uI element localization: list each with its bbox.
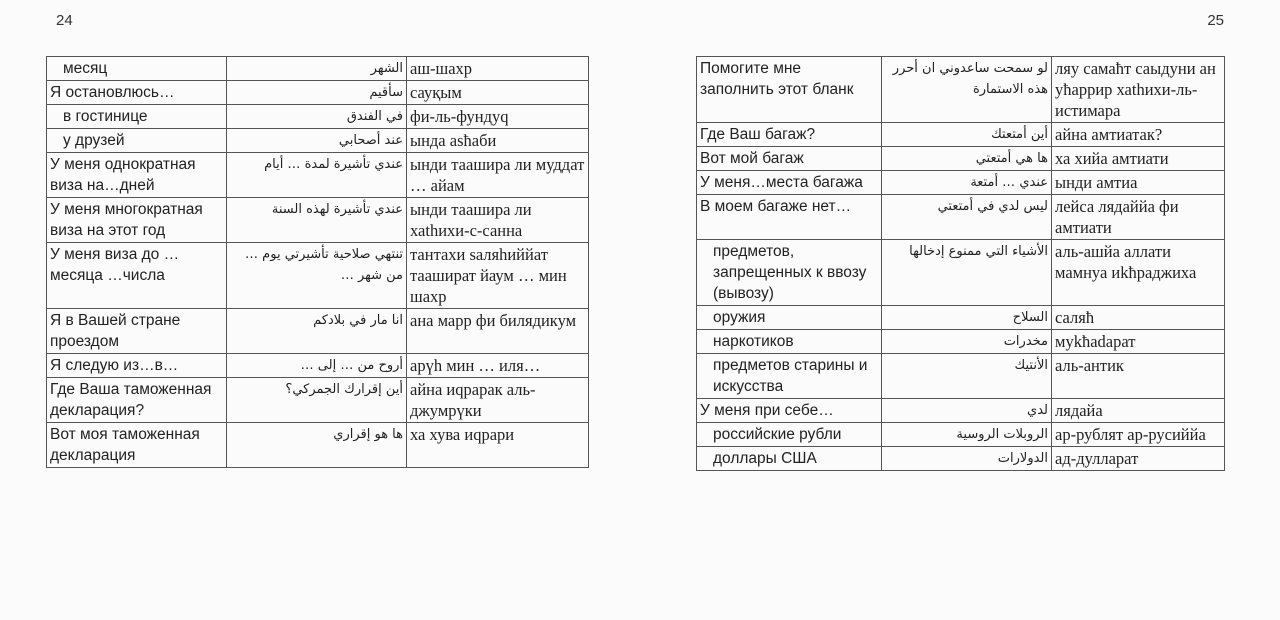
arabic-phrase: السلاح <box>882 306 1052 330</box>
russian-phrase: у друзей <box>47 129 227 153</box>
transliteration: айна иqрарак аль-джумрүки <box>407 378 589 423</box>
table-row <box>697 240 1225 306</box>
page-number: 24 <box>56 12 73 29</box>
russian-phrase: Помогите мне заполнить этот бланк <box>697 57 882 123</box>
page-number: 25 <box>1207 12 1224 29</box>
transliteration: саляħ <box>1052 306 1225 330</box>
arabic-phrase: عندي تأشيرة لهذه السنة <box>227 198 407 243</box>
transliteration: айна амтиатак? <box>1052 123 1225 147</box>
table-row <box>47 129 589 153</box>
table-row <box>697 147 1225 171</box>
table-row <box>697 306 1225 330</box>
arabic-phrase: عندي … أمتعة <box>882 171 1052 195</box>
table-row <box>47 153 589 198</box>
phrase-table <box>696 56 1225 471</box>
table-row <box>47 378 589 423</box>
russian-phrase: предметов, запрещенных к ввозу (вывозу) <box>697 240 882 306</box>
table-row <box>47 309 589 354</box>
arabic-phrase: أين إقرارك الجمركي؟ <box>227 378 407 423</box>
arabic-phrase: ها هي أمتعتي <box>882 147 1052 171</box>
russian-phrase: Я остановлюсь… <box>47 81 227 105</box>
transliteration: ынди таашира ли хаthихи-с-санна <box>407 198 589 243</box>
table-row <box>47 198 589 243</box>
table-row <box>697 354 1225 399</box>
arabic-phrase: عندي تأشيرة لمدة … أيام <box>227 153 407 198</box>
arabic-phrase: الأنتيك <box>882 354 1052 399</box>
russian-phrase: В моем багаже нет… <box>697 195 882 240</box>
transliteration: ха хийа амтиати <box>1052 147 1225 171</box>
transliteration: ынди амтиа <box>1052 171 1225 195</box>
transliteration: сауқым <box>407 81 589 105</box>
transliteration: лядайа <box>1052 399 1225 423</box>
transliteration: ад-дулларат <box>1052 447 1225 471</box>
transliteration: мykħadapат <box>1052 330 1225 354</box>
russian-phrase: российские рубли <box>697 423 882 447</box>
arabic-phrase: عند أصحابي <box>227 129 407 153</box>
russian-phrase: Я следую из…в… <box>47 354 227 378</box>
transliteration: ынди таашира ли муддат … айам <box>407 153 589 198</box>
table-row <box>697 123 1225 147</box>
arabic-phrase: الأشياء التي ممنوع إدخالها <box>882 240 1052 306</box>
russian-phrase: У меня многократная виза на этот год <box>47 198 227 243</box>
arabic-phrase: لدي <box>882 399 1052 423</box>
transliteration: ана марр фи билядикум <box>407 309 589 354</box>
russian-phrase: предметов старины и искусства <box>697 354 882 399</box>
right-page <box>640 0 1280 620</box>
arabic-phrase: أين أمتعتك <box>882 123 1052 147</box>
arabic-phrase: تنتهي صلاحية تأشيرتي يوم … من شهر … <box>227 243 407 309</box>
arabic-phrase: الشهر <box>227 57 407 81</box>
transliteration: тантахи saляhиййат таашират йаум … мин шахр <box>407 243 589 309</box>
table-row <box>47 57 589 81</box>
transliteration: аш-шахр <box>407 57 589 81</box>
russian-phrase: У меня…места багажа <box>697 171 882 195</box>
transliteration: аль-антик <box>1052 354 1225 399</box>
russian-phrase: оружия <box>697 306 882 330</box>
table-row <box>697 423 1225 447</box>
arabic-phrase: في الفندق <box>227 105 407 129</box>
transliteration: ха хува иqрари <box>407 423 589 468</box>
table-row <box>697 447 1225 471</box>
arabic-phrase: الدولارات <box>882 447 1052 471</box>
russian-phrase: месяц <box>47 57 227 81</box>
arabic-phrase: مخدرات <box>882 330 1052 354</box>
russian-phrase: Где Ваш багаж? <box>697 123 882 147</box>
transliteration: ляу самаħт саыдуни ан уħаррир хаthихи-ль-истимара <box>1052 57 1225 123</box>
transliteration: лейса лядаййа фи амтиати <box>1052 195 1225 240</box>
russian-phrase: Я в Вашей стране проездом <box>47 309 227 354</box>
russian-phrase: в гостинице <box>47 105 227 129</box>
transliteration: арүh мин … иля… <box>407 354 589 378</box>
table-row <box>697 171 1225 195</box>
russian-phrase: Где Ваша таможенная декларация? <box>47 378 227 423</box>
russian-phrase: Вот моя таможенная декларация <box>47 423 227 468</box>
arabic-phrase: ليس لدي في أمتعتي <box>882 195 1052 240</box>
transliteration: ар-рублят ар-русиййа <box>1052 423 1225 447</box>
arabic-phrase: أروح من … إلى … <box>227 354 407 378</box>
table-row <box>697 330 1225 354</box>
table-row <box>697 399 1225 423</box>
russian-phrase: Вот мой багаж <box>697 147 882 171</box>
table-row <box>47 243 589 309</box>
table-row <box>47 81 589 105</box>
arabic-phrase: لو سمحت ساعدوني ان أحرر هذه الاستمارة <box>882 57 1052 123</box>
table-row <box>47 423 589 468</box>
arabic-phrase: انا مار في بلادكم <box>227 309 407 354</box>
arabic-phrase: الروبلات الروسية <box>882 423 1052 447</box>
table-row <box>697 195 1225 240</box>
arabic-phrase: ها هو إقراري <box>227 423 407 468</box>
transliteration: фи-ль-фундуq <box>407 105 589 129</box>
russian-phrase: У меня при себе… <box>697 399 882 423</box>
phrase-table <box>46 56 589 468</box>
table-row <box>47 105 589 129</box>
russian-phrase: наркотиков <box>697 330 882 354</box>
transliteration: ында asħаби <box>407 129 589 153</box>
table-row <box>47 354 589 378</box>
russian-phrase: У меня виза до … месяца …числа <box>47 243 227 309</box>
arabic-phrase: سأقيم <box>227 81 407 105</box>
russian-phrase: У меня однократная виза на…дней <box>47 153 227 198</box>
table-row <box>697 57 1225 123</box>
russian-phrase: доллары США <box>697 447 882 471</box>
transliteration: аль-ашйа аллати мамнуа иkħраджиха <box>1052 240 1225 306</box>
